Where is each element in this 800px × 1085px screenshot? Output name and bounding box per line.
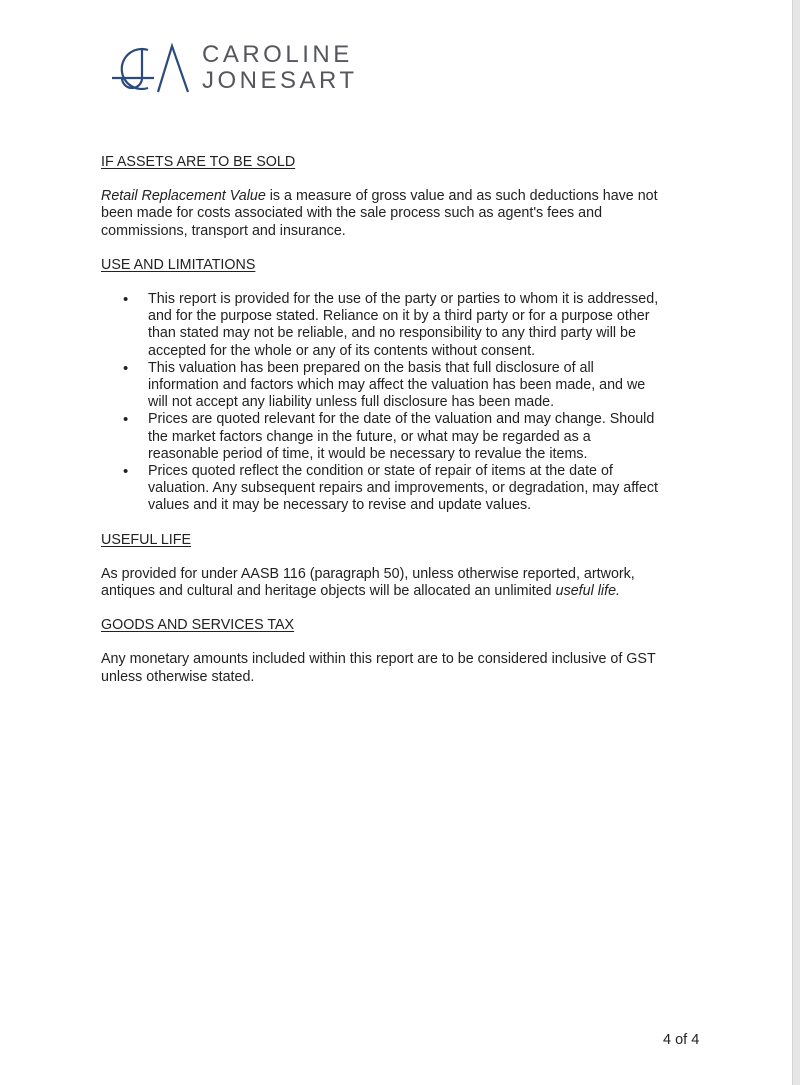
cja-monogram-icon xyxy=(108,40,190,96)
text-line xyxy=(148,377,711,394)
company-logo xyxy=(108,40,358,96)
text-line xyxy=(101,566,711,583)
text-line xyxy=(148,343,711,360)
text-segment: This valuation has been prepared on the basis that full disclosure of all xyxy=(148,359,594,376)
text-line xyxy=(148,308,711,325)
text-segment: Any monetary amounts included within this report are to be considered inclusive of GST xyxy=(101,651,656,668)
text-line xyxy=(148,429,711,446)
text-line xyxy=(101,205,711,222)
text-segment: and for the purpose stated. Reliance on it by a third party or for a purpose other xyxy=(148,308,650,325)
bullet-item xyxy=(101,360,711,412)
text-line xyxy=(148,463,711,480)
bullet-item xyxy=(101,463,711,515)
text-segment: commissions, transport and insurance. xyxy=(101,222,346,239)
text-segment: than stated may not be reliable, and no responsibility to any third party will be xyxy=(148,325,636,342)
text-line xyxy=(101,583,711,600)
text-line xyxy=(101,651,711,668)
page-edge xyxy=(792,0,800,1085)
text-segment: Prices are quoted relevant for the date of the valuation and may change. Should xyxy=(148,411,655,428)
section-paragraph xyxy=(101,566,711,600)
text-line xyxy=(101,669,711,686)
text-segment: information and factors which may affect the valuation has been made, and we xyxy=(148,377,646,394)
section-heading: GOODS AND SERVICES TAX xyxy=(101,617,295,634)
text-segment: reasonable period of time, it would be necessary to revalue the items. xyxy=(148,445,588,462)
bullet-item xyxy=(101,291,711,360)
text-segment: valuation. Any subsequent repairs and improvements, or degradation, may affect xyxy=(148,480,658,497)
text-segment: antiques and cultural and heritage objects will be allocated an unlimited xyxy=(101,583,556,600)
section-heading: USEFUL LIFE xyxy=(101,531,192,548)
text-line xyxy=(148,360,711,377)
section-heading: IF ASSETS ARE TO BE SOLD xyxy=(101,154,296,170)
bullet-list xyxy=(101,291,711,515)
section-paragraph xyxy=(101,188,711,240)
text-line xyxy=(148,394,711,411)
section-paragraph xyxy=(101,651,711,685)
page-number: 4 of 4 xyxy=(663,1032,700,1048)
text-line xyxy=(148,411,711,428)
text-line xyxy=(148,446,711,463)
text-line xyxy=(148,325,711,342)
text-segment: will not accept any liability unless full disclosure has been made. xyxy=(148,394,555,411)
document-body xyxy=(101,154,711,703)
text-segment: the market factors change in the future, or what may be regarded as a xyxy=(148,428,591,445)
text-line xyxy=(101,223,711,240)
logo-line-1: CAROLINE xyxy=(202,41,353,68)
section-heading: USE AND LIMITATIONS xyxy=(101,256,256,273)
italic-term: useful life. xyxy=(555,583,620,600)
text-segment: As provided for under AASB 116 (paragraph 50), unless otherwise reported, artwork, xyxy=(101,565,635,582)
logo-line-2: JONESART xyxy=(202,67,358,94)
text-line xyxy=(148,497,711,514)
text-segment: been made for costs associated with the sale process such as agent's fees and xyxy=(101,205,603,222)
text-line xyxy=(101,188,711,205)
bullet-item xyxy=(101,411,711,463)
text-segment: unless otherwise stated. xyxy=(101,668,255,685)
text-segment: values and it may be necessary to revise and update values. xyxy=(148,497,532,514)
text-segment: This report is provided for the use of the party or parties to whom it is addressed, xyxy=(148,291,659,308)
text-line xyxy=(148,291,711,308)
text-segment: Prices quoted reflect the condition or state of repair of items at the date of xyxy=(148,463,613,480)
italic-term: Retail Replacement Value xyxy=(101,188,266,205)
text-segment: accepted for the whole or any of its contents without consent. xyxy=(148,342,536,359)
text-segment: is a measure of gross value and as such deductions have not xyxy=(265,188,658,205)
text-line xyxy=(148,480,711,497)
